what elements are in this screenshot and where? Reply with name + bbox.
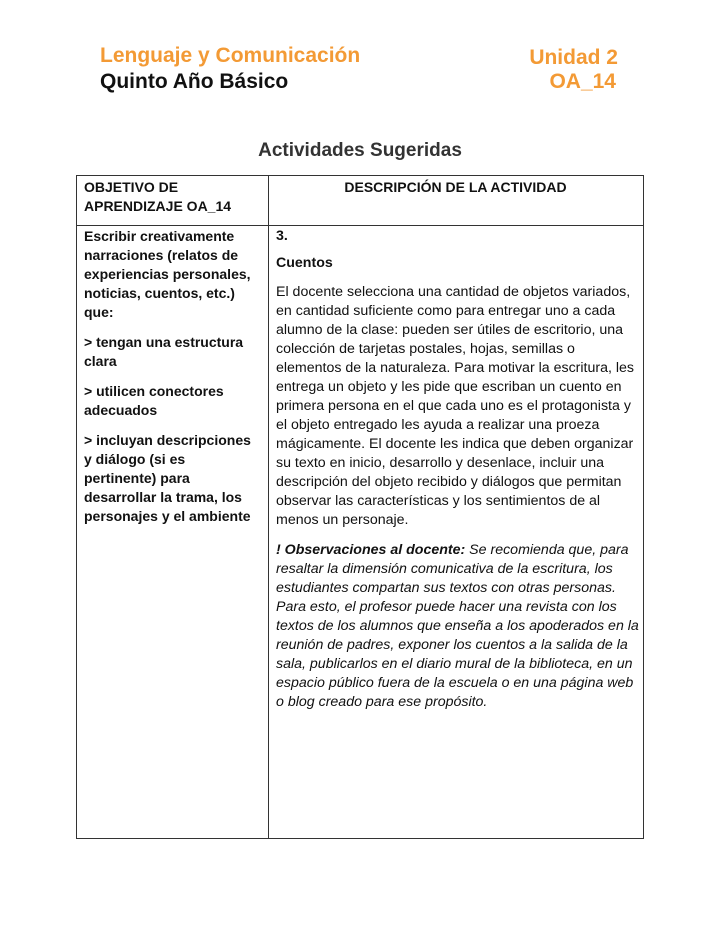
subject-title: Lenguaje y Comunicación	[100, 44, 361, 67]
objective-line: que:	[84, 304, 114, 320]
objective-cell	[84, 227, 264, 537]
obs-line: textos de los alumnos que enseña a los apoderados en la	[276, 618, 639, 634]
activity-description	[276, 283, 642, 530]
description-line: El docente selecciona una cantidad de objetos variados,	[276, 284, 631, 300]
header-divider	[77, 225, 643, 226]
objective-line: desarrollar la trama, los	[84, 489, 242, 505]
description-line: alumno de la clase: pueden ser útiles de escritorio, una	[276, 322, 624, 338]
objective-line: adecuados	[84, 402, 158, 418]
obs-line: Para esto, el profesor puede hacer una revista con los	[276, 599, 617, 615]
description-line: descripción del objeto recibido y diálogos que permitan	[276, 474, 622, 490]
objective-line: > utilicen conectores	[84, 383, 224, 399]
description-line: el objeto entregado les ayuda a realizar una proeza	[276, 417, 600, 433]
description-line: primera persona en el que cada uno es el protagonista y	[276, 398, 631, 414]
description-line: observar las características y los sentimientos de al	[276, 493, 601, 509]
description-cell	[276, 227, 642, 723]
objective-header	[84, 178, 231, 216]
activity-number: 3.	[276, 228, 288, 244]
activity-table	[76, 175, 644, 839]
description-line: su texto en inicio, desarrollo y desenlace, incluir una	[276, 455, 605, 471]
objective-line: experiencias personales,	[84, 266, 251, 282]
description-line: entrega un objeto y les pide que escriban un cuento en	[276, 379, 622, 395]
objective-line: y diálogo (si es	[84, 451, 186, 467]
objective-line: Escribir creativamente	[84, 228, 235, 244]
observations-label: ! Observaciones al docente:	[276, 542, 466, 558]
description-line: colección de tarjetas postales, hojas, semillas o	[276, 341, 575, 357]
objective-item	[84, 333, 264, 371]
obs-line: reunión de padres, exponer los cuentos a la salida de la	[276, 637, 628, 653]
grade-title: Quinto Año Básico	[100, 70, 289, 93]
objective-line: noticias, cuentos, etc.)	[84, 285, 235, 301]
obs-line: Se recomienda que, para	[465, 542, 629, 558]
objective-line: > tengan una estructura	[84, 334, 244, 350]
column-divider	[268, 176, 269, 838]
obs-line: resaltar la dimensión comunicativa de la escritura, los	[276, 561, 613, 577]
page-title: Actividades Sugeridas	[258, 140, 462, 161]
unit-label: Unidad 2	[529, 46, 618, 69]
description-header: DESCRIPCIÓN DE LA ACTIVIDAD	[344, 179, 567, 195]
description-line: elementos de la naturaleza. Para motivar la escritura, les	[276, 360, 635, 376]
objective-item	[84, 382, 264, 420]
obs-line: espacio público fuera de la escuela o en una página web	[276, 675, 634, 691]
oa-label: OA_14	[549, 70, 616, 93]
obs-line: sala, publicarlos en el diario mural de la biblioteca, en un	[276, 656, 633, 672]
objective-line: personajes y el ambiente	[84, 508, 251, 524]
obs-line: o blog creado para ese propósito.	[276, 694, 488, 710]
description-line: menos un personaje.	[276, 512, 409, 528]
objective-line: narraciones (relatos de	[84, 247, 239, 263]
objective-item	[84, 227, 264, 322]
description-line: en cantidad suficiente como para entregar uno a cada	[276, 303, 616, 319]
description-line: mágicamente. El docente les indica que deben organizar	[276, 436, 634, 452]
objective-line: clara	[84, 353, 117, 369]
header-line: OBJETIVO DE	[84, 179, 179, 195]
header-line: APRENDIZAJE OA_14	[84, 198, 232, 214]
objective-item	[84, 431, 264, 526]
activity-title: Cuentos	[276, 255, 333, 271]
teacher-observations	[276, 541, 642, 712]
obs-line: estudiantes compartan sus textos con otras personas.	[276, 580, 616, 596]
objective-line: > incluyan descripciones	[84, 432, 251, 448]
objective-line: pertinente) para	[84, 470, 190, 486]
